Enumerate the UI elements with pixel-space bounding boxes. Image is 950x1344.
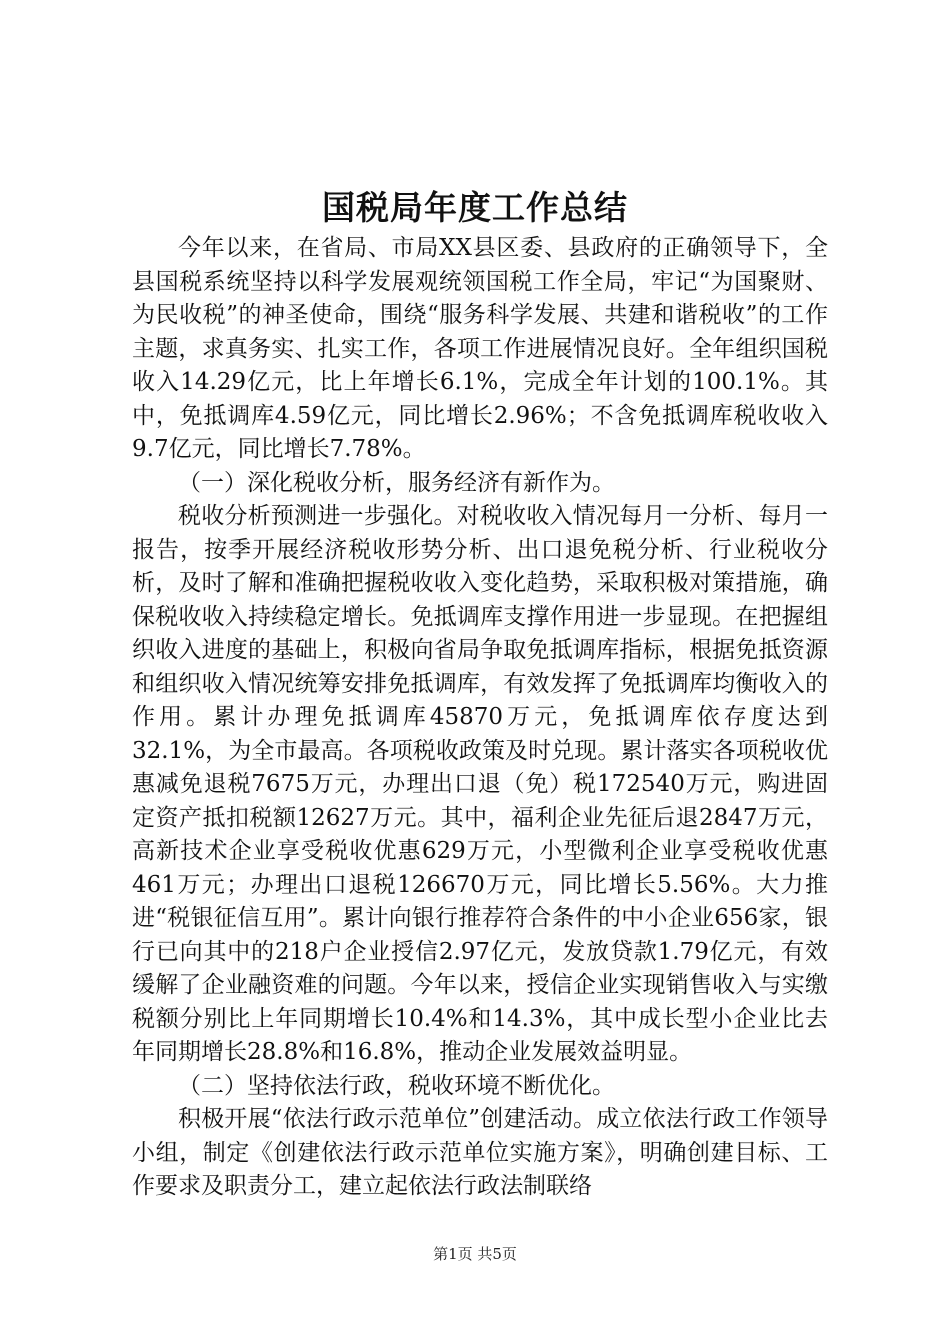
paragraph-lawful-administration: 积极开展“依法行政示范单位”创建活动。成立依法行政工作领导小组，制定《创建依法行政示范单位实施方案》，明确创建目标、工作要求及职责分工，建立起依法行政法制联络 [132, 1106, 828, 1199]
section-heading-2: （二）坚持依法行政，税收环境不断优化。 [178, 1072, 615, 1099]
document-body [132, 232, 828, 1204]
document-title: 国税局年度工作总结 [322, 188, 628, 227]
page-number-footer: 第1页 共5页 [433, 1245, 517, 1263]
paragraph-tax-analysis: 税收分析预测进一步强化。对税收收入情况每月一分析、每月一报告，按季开展经济税收形势分析、出口退免税分析、行业税收分析，及时了解和准确把握税收收入变化趋势，采取积极对策措施，确保税收收入持续稳定增长。免抵调库支撑作用进一步显现。在把握组织收入进度的基础上，积极向省局争取免抵调库指标，根据免抵资源和组织收入情况统筹安排免抵调库，有效发挥了免抵调库均衡收入的作用。累计办理免抵调库45870万元，免抵调库依存度达到32.1%，为全市最高。各项税收政策及时兑现。累计落实各项税收优惠减免退税7675万元，办理出口退（免）税172540万元，购进固定资产抵扣税额12627万元。其中，福利企业先征后退2847万元，高新技术企业享受税收优惠629万元，小型微利企业享受税收优惠461万元；办理出口退税126670万元，同比增长5.56%。大力推进“税银征信互用”。累计向银行推荐符合条件的中小企业656家，银行已向其中的218户企业授信2.97亿元，发放贷款1.79亿元，有效缓解了企业融资难的问题。今年以来，授信企业实现销售收入与实缴税额分别比上年同期增长10.4%和14.3%，其中成长型小企业比去年同期增长28.8%和16.8%，推动企业发展效益明显。 [132, 503, 828, 1065]
section-heading-1: （一）深化税收分析，服务经济有新作为。 [178, 469, 615, 496]
paragraph-intro: 今年以来，在省局、市局XX县区委、县政府的正确领导下，全县国税系统坚持以科学发展观统领国税工作全局，牢记“为国聚财、为民收税”的神圣使命，围绕“服务科学发展、共建和谐税收”的工作主题，求真务实、扎实工作，各项工作进展情况良好。全年组织国税收入14.29亿元，比上年增长6.1%，完成全年计划的100.1%。其中，免抵调库4.59亿元，同比增长2.96%；不含免抵调库税收收入9.7亿元，同比增长7.78%。 [132, 235, 828, 462]
